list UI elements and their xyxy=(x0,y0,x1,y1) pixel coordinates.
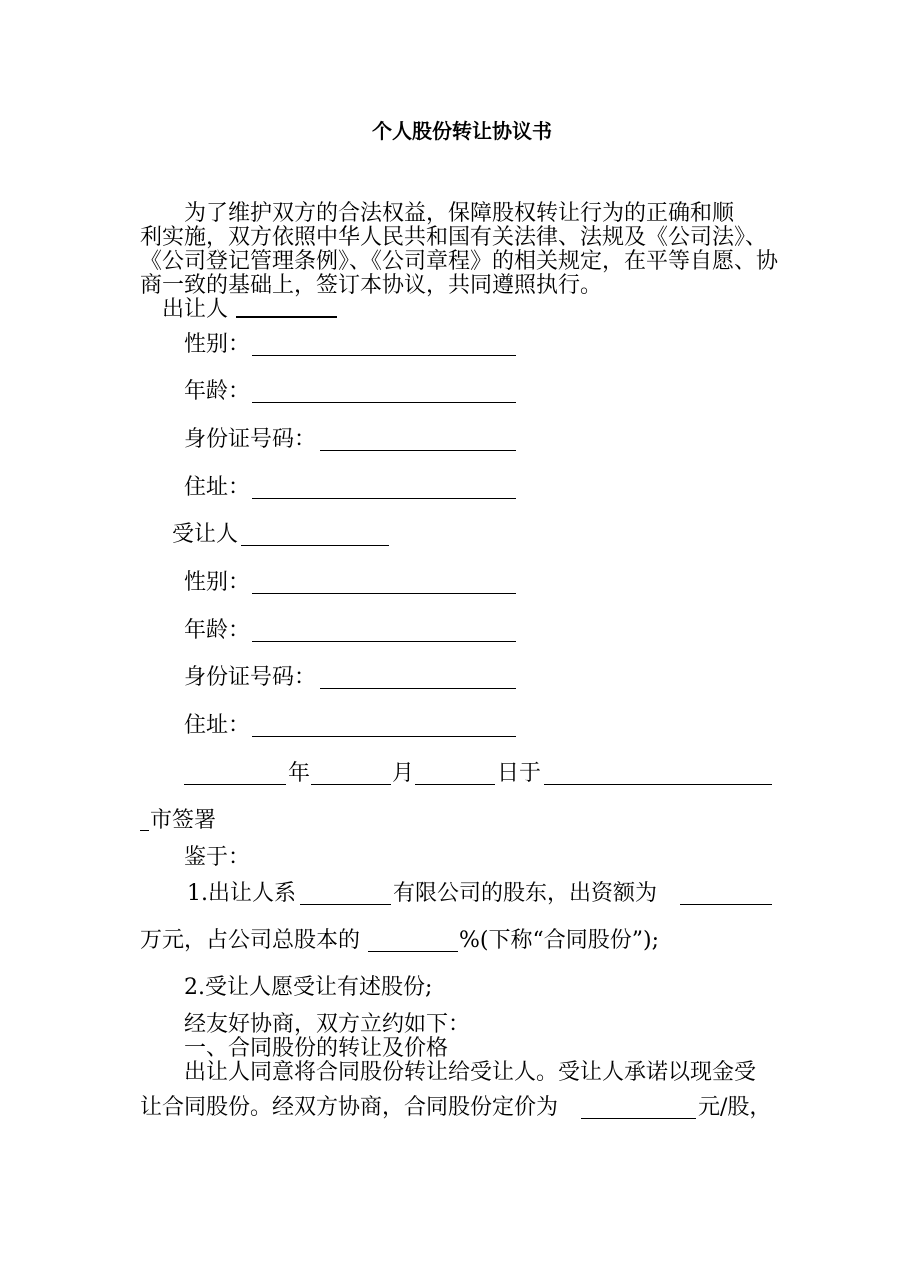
section1-line2-part1: 让合同股份。经双方协商，合同股份定价为 xyxy=(140,1095,559,1120)
whereas-item1-part4: %(下称“合同股份”); xyxy=(459,928,659,953)
agreement-intro: 经友好协商，双方立约如下： xyxy=(184,1012,471,1037)
transferee-address-label: 住址： xyxy=(184,713,251,738)
signing-place-blank[interactable] xyxy=(544,784,772,785)
signing-city-blank[interactable] xyxy=(140,830,149,831)
intro-line-3: 《公司登记管理条例》、《公司章程》的相关规定，在平等自愿、协 xyxy=(140,249,779,274)
transferee-address-blank[interactable] xyxy=(252,736,516,737)
whereas-item1-part3: 万元，占公司总股本的 xyxy=(140,928,361,953)
signing-year-label: 年 xyxy=(288,761,311,786)
transferor-name-blank[interactable] xyxy=(236,316,337,318)
signing-month-blank[interactable] xyxy=(311,784,391,785)
section1-line2-part2: 元/股， xyxy=(698,1095,772,1120)
transferee-age-blank[interactable] xyxy=(252,641,516,642)
transferee-age-label: 年龄： xyxy=(184,618,251,643)
transferor-address-blank[interactable] xyxy=(252,498,516,499)
intro-line-1: 为了维护双方的合法权益，保障股权转让行为的正确和顺 xyxy=(184,201,735,226)
signing-year-blank[interactable] xyxy=(184,784,286,785)
transferee-gender-label: 性别： xyxy=(184,570,251,595)
company-name-blank[interactable] xyxy=(300,904,391,905)
transferee-id-label: 身份证号码： xyxy=(184,665,317,690)
share-percentage-blank[interactable] xyxy=(368,951,458,952)
price-per-share-blank[interactable] xyxy=(581,1118,696,1119)
document-title: 个人股份转让协议书 xyxy=(372,119,552,143)
whereas-item2: 2.受让人愿受让有述股份; xyxy=(184,975,433,1000)
signing-day-blank[interactable] xyxy=(415,784,495,785)
transferee-heading: 受让人 xyxy=(172,522,239,547)
capital-amount-blank[interactable] xyxy=(680,904,772,905)
transferor-id-blank[interactable] xyxy=(320,450,516,451)
intro-line-4: 商一致的基础上，签订本协议，共同遵照执行。 xyxy=(140,273,603,298)
signing-day-label: 日于 xyxy=(497,761,542,786)
section1-line1: 出让人同意将合同股份转让给受让人。受让人承诺以现金受 xyxy=(184,1060,757,1085)
transferor-gender-label: 性别： xyxy=(184,332,251,357)
intro-paragraph xyxy=(140,201,779,298)
transferee-id-blank[interactable] xyxy=(320,688,516,689)
section1-title: 一、合同股份的转让及价格 xyxy=(184,1036,449,1061)
whereas-item1-part2: 有限公司的股东，出资额为 xyxy=(393,881,658,906)
transferee-name-blank[interactable] xyxy=(241,545,389,546)
transferor-address-label: 住址： xyxy=(184,475,251,500)
transferor-id-label: 身份证号码： xyxy=(184,427,317,452)
transferor-age-label: 年龄： xyxy=(184,379,251,404)
transferor-heading: 出让人 xyxy=(162,297,229,322)
intro-line-2: 利实施，双方依照中华人民共和国有关法律、法规及《公司法》、 xyxy=(140,225,768,250)
whereas-item1-part1: 1.出让人系 xyxy=(187,881,296,906)
transferee-gender-blank[interactable] xyxy=(252,593,516,594)
signing-city-label: 市签署 xyxy=(150,808,217,833)
signing-month-label: 月 xyxy=(392,761,415,786)
transferor-gender-blank[interactable] xyxy=(252,355,516,356)
agreement-block xyxy=(140,1013,774,1085)
whereas-heading: 鉴于： xyxy=(184,845,251,870)
transferor-age-blank[interactable] xyxy=(252,402,516,403)
